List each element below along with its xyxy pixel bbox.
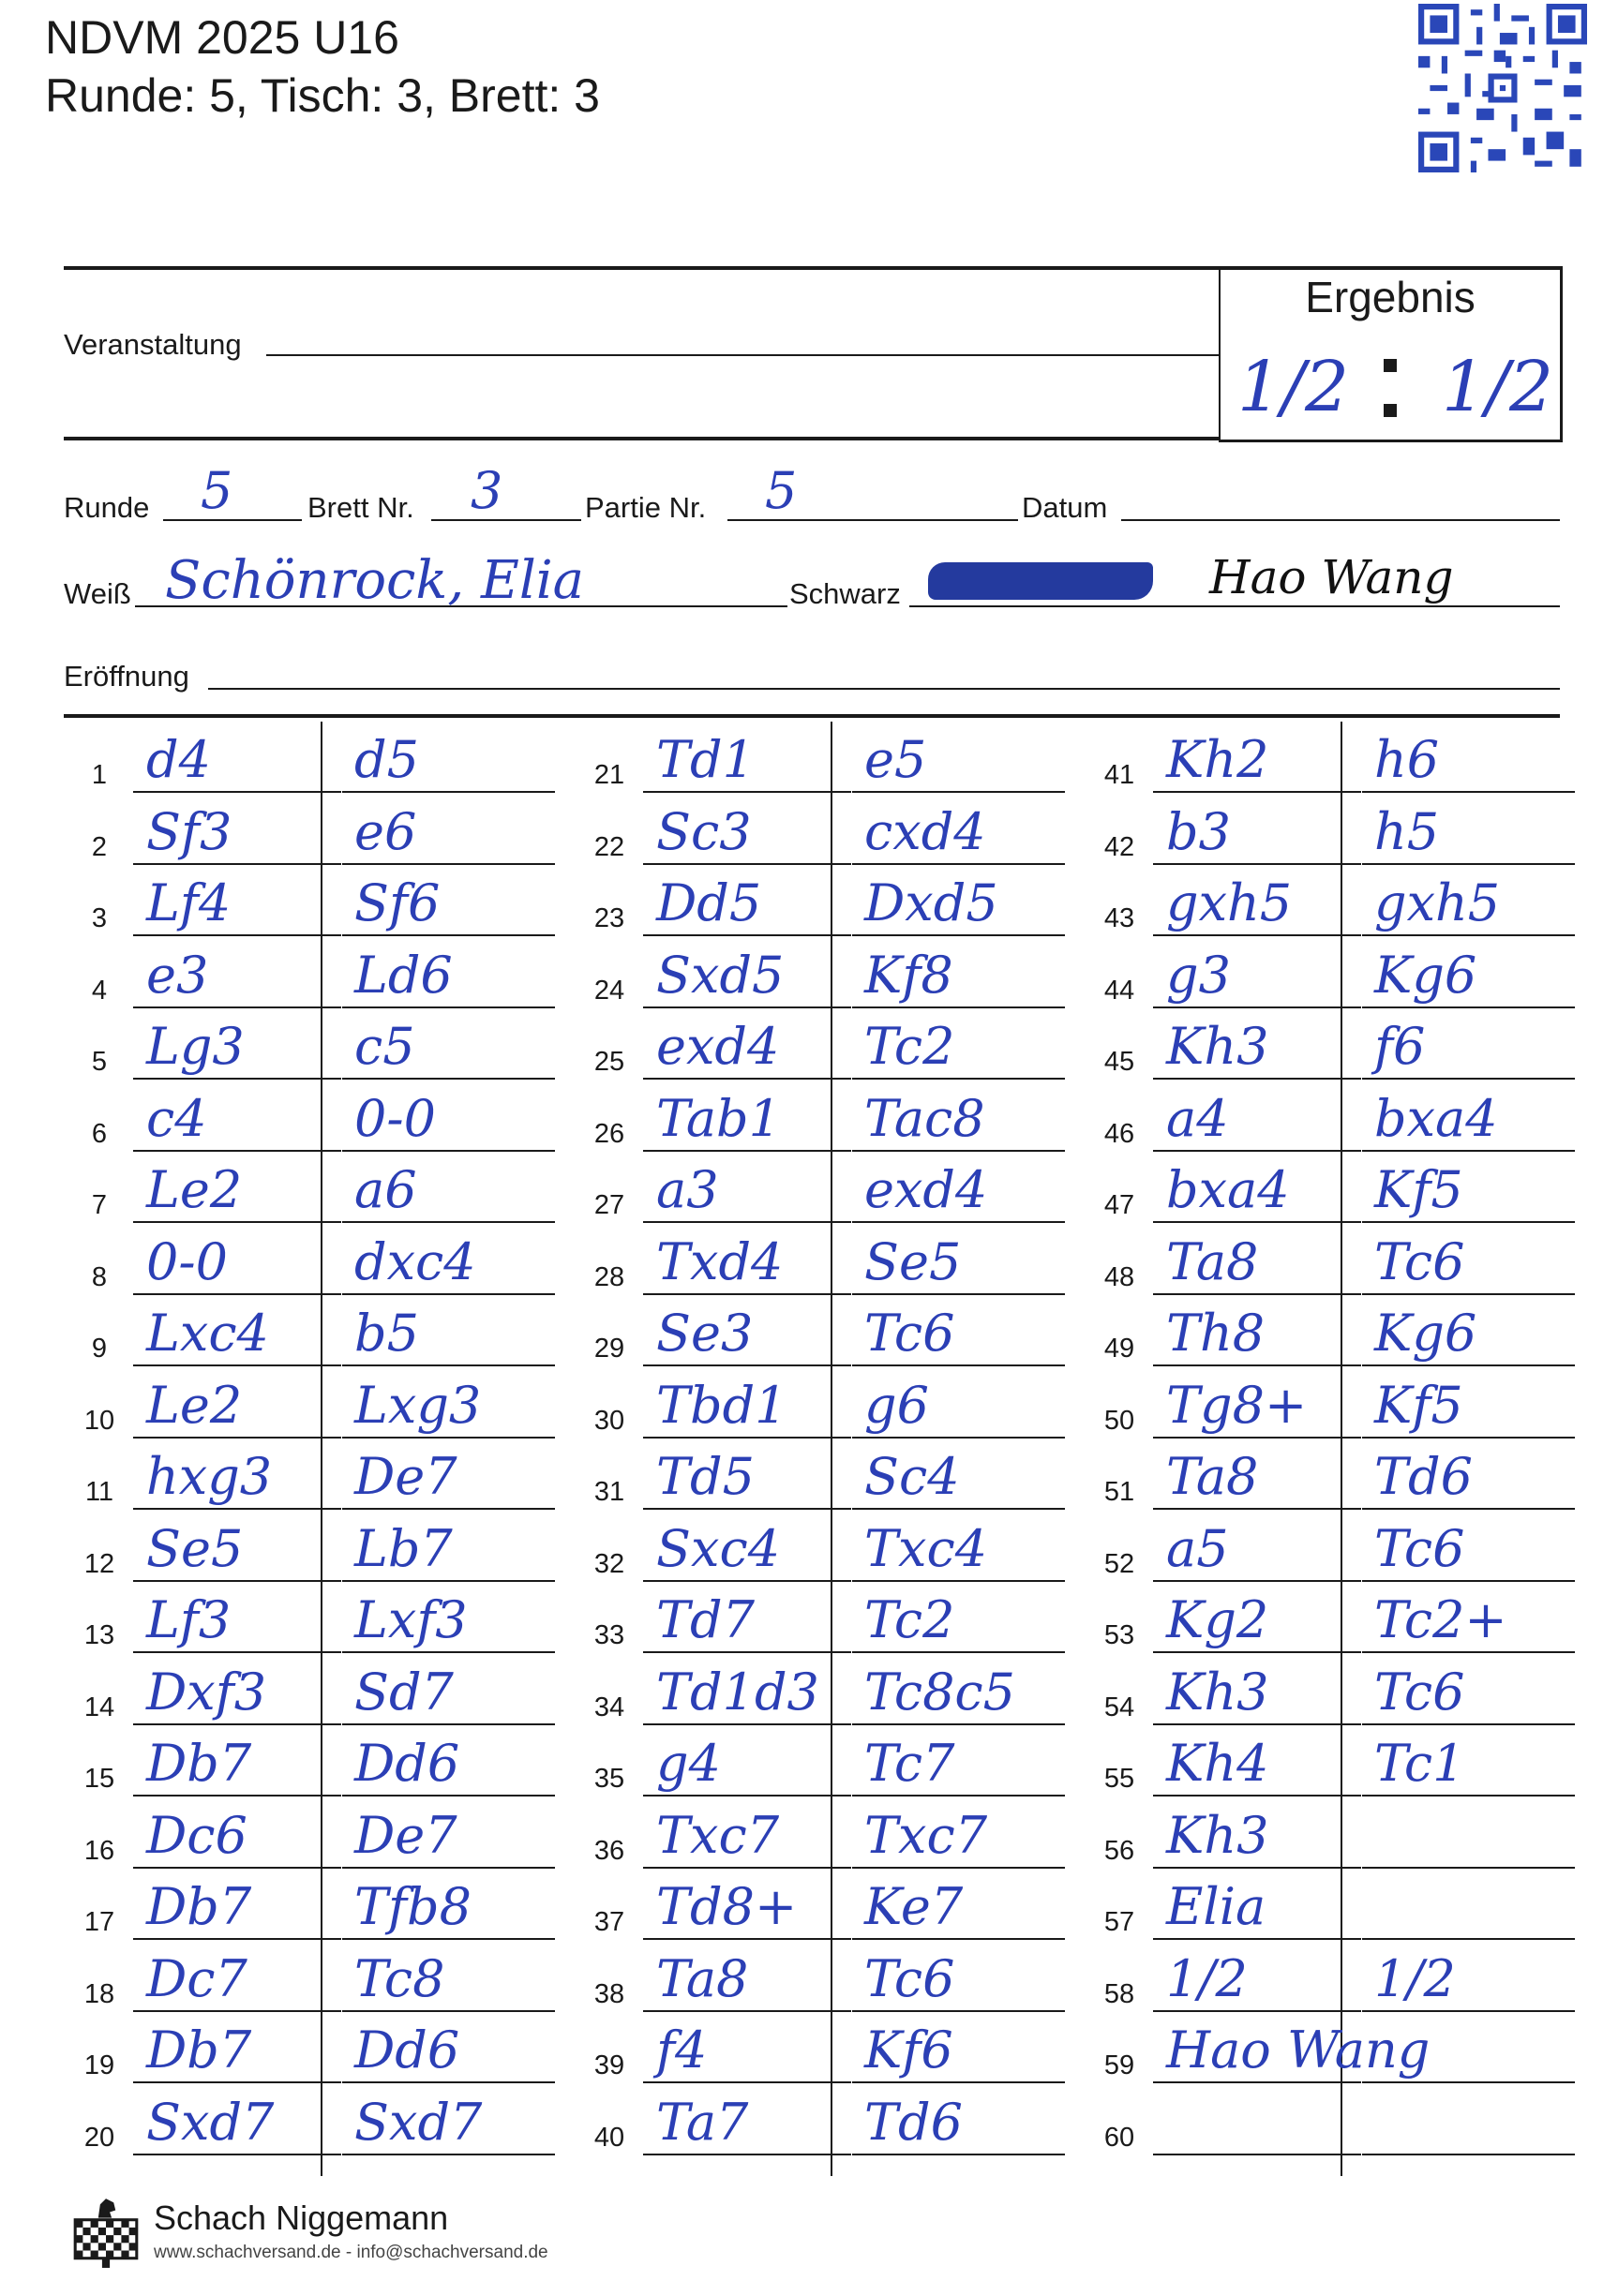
black-move-underline [852,2154,1065,2155]
black-move[interactable]: Td6 [864,2092,963,2152]
move-number: 31 [593,1477,625,1507]
black-move[interactable]: e6 [354,801,417,861]
white-move[interactable]: Sf3 [146,801,232,861]
move-row [1087,1367,1575,1439]
white-move[interactable]: Td7 [656,1590,755,1649]
move-number: 17 [83,1907,115,1937]
move-number: 52 [1103,1548,1135,1579]
white-move[interactable]: Se3 [656,1304,754,1363]
black-label: Schwarz [789,577,901,610]
black-move[interactable]: Tc2 [864,1590,955,1649]
white-move[interactable]: Td1d3 [656,1662,819,1722]
white-move[interactable]: Th8 [1166,1304,1266,1363]
white-move[interactable]: 0-0 [146,1231,228,1291]
black-move[interactable]: Tc1 [1374,1734,1465,1793]
move-row [577,865,1065,936]
move-row [1087,937,1575,1008]
black-move[interactable]: dxc4 [354,1231,476,1291]
white-move[interactable]: Td1 [656,730,755,789]
move-row [1087,1152,1575,1223]
event-underline [266,354,1219,356]
black-move[interactable]: Tc6 [864,1304,955,1363]
move-number: 14 [83,1692,115,1722]
move-row [67,1654,555,1725]
white-move-underline [133,2154,341,2155]
white-move[interactable]: f4 [656,2020,708,2080]
move-number: 37 [593,1907,625,1937]
move-row [577,1081,1065,1152]
white-move[interactable]: Le2 [146,1375,243,1435]
black-move[interactable]: Tc6 [1374,1231,1465,1291]
round-value[interactable]: 5 [201,461,233,520]
black-move[interactable]: Se5 [864,1231,962,1291]
move-number: 19 [83,2050,115,2080]
move-row [67,1725,555,1797]
move-number: 51 [1103,1477,1135,1507]
move-row [577,1941,1065,2012]
move-row [1087,1941,1575,2012]
moves-top-rule [64,714,1560,718]
move-number: 30 [593,1405,625,1436]
move-row [1087,865,1575,936]
move-number: 23 [593,903,625,933]
white-move[interactable]: Lg3 [146,1017,245,1076]
move-number: 5 [91,1047,108,1077]
move-row [1087,1295,1575,1366]
qr-code-icon [1418,4,1587,172]
white-move[interactable]: c4 [146,1088,207,1148]
move-row [577,937,1065,1008]
black-move[interactable]: gxh5 [1374,873,1501,932]
black-move[interactable]: cxd4 [864,801,986,861]
black-move[interactable]: Lxf3 [354,1590,468,1649]
move-row [67,1081,555,1152]
black-move[interactable]: Lxg3 [354,1375,482,1435]
white-move[interactable]: g3 [1166,945,1231,1005]
move-number: 6 [91,1118,108,1149]
move-row [67,1367,555,1439]
move-number: 38 [593,1978,625,2009]
move-number: 13 [83,1620,115,1650]
white-move[interactable]: Sc3 [656,801,752,861]
result-label: Ergebnis [1305,273,1476,321]
white-move[interactable]: Db7 [146,1877,252,1936]
black-move[interactable]: e5 [864,730,927,789]
white-player-name[interactable]: Schönrock, Elia [165,550,585,611]
black-underline [909,605,1560,607]
move-row [67,865,555,936]
move-row [1087,1511,1575,1582]
move-number: 43 [1103,903,1135,933]
board-underline [431,519,581,521]
white-move[interactable]: Tbd1 [656,1375,787,1435]
move-number: 40 [593,2122,625,2153]
move-row [577,1869,1065,1940]
move-number: 47 [1103,1190,1135,1220]
white-move[interactable]: Dd5 [656,873,762,932]
black-move[interactable]: 0-0 [354,1088,436,1148]
white-move[interactable]: Ta8 [1166,1447,1259,1506]
white-move[interactable]: Txd4 [656,1231,784,1291]
game-label: Partie Nr. [585,491,707,524]
white-move[interactable]: Elia [1166,1877,1266,1936]
black-move[interactable]: Tac8 [864,1088,985,1148]
black-move[interactable]: Tc6 [864,1948,955,2008]
result-box [1219,266,1563,442]
move-row [577,1367,1065,1439]
move-row [67,1008,555,1080]
move-row [67,2012,555,2083]
black-player-name[interactable]: Hao Wang [1209,550,1454,604]
move-number: 22 [593,831,625,862]
black-move[interactable]: Sxd7 [354,2092,483,2152]
black-move[interactable]: Kg6 [1374,1304,1477,1363]
move-number: 21 [593,760,625,790]
white-move[interactable]: Hao Wang [1166,2020,1431,2080]
black-move[interactable]: De7 [354,1805,457,1865]
move-number: 34 [593,1692,625,1722]
move-number: 36 [593,1835,625,1866]
white-move[interactable]: Le2 [146,1160,243,1219]
move-number: 3 [91,903,108,933]
form-event-bottom-rule [64,437,1219,440]
move-number: 4 [91,975,108,1006]
move-row [1087,1725,1575,1797]
black-move[interactable]: De7 [354,1447,457,1506]
move-number: 28 [593,1261,625,1292]
board-value[interactable]: 3 [471,461,503,520]
white-move[interactable]: Lf4 [146,873,232,932]
white-move-underline [643,2154,851,2155]
black-move[interactable]: Dd6 [354,2020,460,2080]
move-number: 56 [1103,1835,1135,1866]
event-label: Veranstaltung [64,328,242,361]
move-number: 48 [1103,1261,1135,1292]
crossed-out-name-scribble [928,562,1153,600]
white-move[interactable]: Kh3 [1166,1017,1269,1076]
white-move[interactable]: Ta8 [656,1948,749,2008]
black-move[interactable]: b5 [354,1304,419,1363]
move-number: 35 [593,1764,625,1794]
black-move[interactable]: exd4 [864,1160,988,1219]
opening-underline [208,688,1560,690]
black-move[interactable]: Txc4 [864,1518,988,1578]
white-move[interactable]: Ta8 [1166,1231,1259,1291]
move-row [67,1295,555,1366]
move-row [577,1725,1065,1797]
white-move[interactable]: hxg3 [146,1447,273,1506]
black-move[interactable]: a6 [354,1160,417,1219]
black-move[interactable]: Dd6 [354,1734,460,1793]
black-move-underline [342,2154,555,2155]
move-row [577,1582,1065,1653]
round-table-board-line: Runde: 5, Tisch: 3, Brett: 3 [45,69,600,122]
white-move[interactable]: Kg2 [1166,1590,1269,1649]
move-number: 9 [91,1334,108,1364]
move-row [1087,1224,1575,1295]
move-number: 42 [1103,831,1135,862]
move-number: 11 [84,1477,114,1507]
sheet-title: NDVM 2025 U16 [45,11,399,64]
move-number: 33 [593,1620,625,1650]
result-separator [1380,348,1399,426]
move-number: 32 [593,1548,625,1579]
white-move[interactable]: Kh3 [1166,1662,1269,1722]
move-row [67,2084,555,2155]
move-row [67,1869,555,1940]
move-row [1087,1582,1575,1653]
move-number: 59 [1103,2050,1135,2080]
white-move[interactable]: exd4 [656,1017,780,1076]
black-move[interactable]: Kf5 [1374,1160,1463,1219]
white-move[interactable]: Lf3 [146,1590,232,1649]
black-move[interactable]: Kf5 [1374,1375,1463,1435]
white-move-underline [1153,2154,1361,2155]
white-move[interactable]: Se5 [146,1518,244,1578]
brand-name: Schach Niggemann [154,2199,449,2237]
move-number: 2 [91,831,108,862]
move-number: 60 [1103,2122,1135,2153]
black-move[interactable]: c5 [354,1017,415,1076]
move-number: 54 [1103,1692,1135,1722]
move-row [577,2012,1065,2083]
white-label: Weiß [64,577,131,610]
black-move[interactable]: Ld6 [354,945,453,1005]
move-row [1087,1081,1575,1152]
white-move[interactable]: Dc7 [146,1948,247,2008]
move-row [67,1224,555,1295]
move-row [1087,1008,1575,1080]
move-row [577,1295,1065,1366]
move-number: 24 [593,975,625,1006]
black-move[interactable]: Tc6 [1374,1662,1465,1722]
move-number: 7 [91,1190,108,1220]
move-row [1087,1654,1575,1725]
move-row [67,1511,555,1582]
white-move[interactable]: Tab1 [656,1088,781,1148]
move-number: 15 [83,1764,115,1794]
game-value[interactable]: 5 [765,461,798,520]
black-move[interactable]: f6 [1374,1017,1426,1076]
white-move[interactable]: 1/2 [1166,1948,1248,2008]
white-move[interactable]: Tg8+ [1166,1375,1308,1435]
move-row [67,937,555,1008]
black-move[interactable]: Dxd5 [864,873,998,932]
black-move[interactable]: Tc8c5 [864,1662,1016,1722]
move-row [577,794,1065,865]
black-move[interactable]: Kg6 [1374,945,1477,1005]
move-row [67,1152,555,1223]
move-row [67,1439,555,1510]
black-move[interactable]: Tc2+ [1374,1590,1507,1649]
move-number: 53 [1103,1620,1135,1650]
white-move[interactable]: a4 [1166,1088,1229,1148]
move-number: 39 [593,2050,625,2080]
date-label: Datum [1022,491,1108,524]
white-move[interactable]: Dc6 [146,1805,247,1865]
black-move[interactable]: bxa4 [1374,1088,1498,1148]
move-row [577,1797,1065,1869]
black-move[interactable]: Td6 [1374,1447,1473,1506]
date-underline [1121,519,1560,521]
move-number: 41 [1103,760,1135,790]
black-move[interactable]: Tc6 [1374,1518,1465,1578]
black-move[interactable]: Tc8 [354,1948,445,2008]
white-move[interactable]: d4 [146,730,211,789]
black-move[interactable]: g6 [864,1375,929,1435]
white-move[interactable]: Sxc4 [656,1518,781,1578]
move-number: 18 [83,1978,115,2009]
black-move[interactable]: Tfb8 [354,1877,472,1936]
move-row [577,1654,1065,1725]
move-number: 20 [83,2122,115,2153]
move-number: 8 [91,1261,108,1292]
move-number: 10 [83,1405,115,1436]
move-row [1087,1797,1575,1869]
move-row [1087,794,1575,865]
black-move[interactable]: Txc7 [864,1805,988,1865]
white-move[interactable]: Txc7 [656,1805,780,1865]
move-row [577,1511,1065,1582]
black-move[interactable]: Kf8 [864,945,953,1005]
white-move[interactable]: e3 [146,945,209,1005]
move-number: 16 [83,1835,115,1866]
round-label: Runde [64,491,150,524]
opening-label: Eröffnung [64,660,189,693]
black-move[interactable]: h6 [1374,730,1440,789]
white-move[interactable]: Db7 [146,1734,252,1793]
white-move[interactable]: Lxc4 [146,1304,269,1363]
move-number: 45 [1103,1047,1135,1077]
move-row [1087,2012,1575,2083]
white-move[interactable]: a5 [1166,1518,1229,1578]
white-move[interactable]: Td5 [656,1447,755,1506]
move-row [67,794,555,865]
white-move[interactable]: Td8+ [656,1877,798,1936]
chess-knight-logo-icon [67,2193,144,2270]
black-move[interactable]: Tc2 [864,1017,955,1076]
move-row [577,722,1065,793]
white-move[interactable]: Kh3 [1166,1805,1269,1865]
black-move[interactable]: Ke7 [864,1877,964,1936]
move-row [577,1224,1065,1295]
black-move[interactable]: Lb7 [354,1518,453,1578]
move-number: 27 [593,1190,625,1220]
black-move[interactable]: Kf6 [864,2020,953,2080]
move-number: 1 [91,760,108,790]
move-row [1087,722,1575,793]
white-move[interactable]: bxa4 [1166,1160,1290,1219]
white-move[interactable]: Dxf3 [146,1662,267,1722]
result-white-value[interactable]: 1/2 [1237,347,1350,427]
black-move-underline [1362,2154,1575,2155]
move-number: 44 [1103,975,1135,1006]
white-move[interactable]: Ta7 [656,2092,749,2152]
white-move[interactable]: Kh4 [1166,1734,1269,1793]
move-row [67,722,555,793]
white-move[interactable]: gxh5 [1166,873,1293,932]
black-move[interactable]: Sc4 [864,1447,960,1506]
move-row [67,1941,555,2012]
move-row [577,1008,1065,1080]
move-row [67,1582,555,1653]
white-move[interactable]: Sxd5 [656,945,785,1005]
move-row [577,1152,1065,1223]
move-number: 25 [593,1047,625,1077]
move-number: 55 [1103,1764,1135,1794]
black-move[interactable]: Tc7 [864,1734,955,1793]
move-number: 58 [1103,1978,1135,2009]
board-label: Brett Nr. [307,491,414,524]
white-move[interactable]: a3 [656,1160,719,1219]
move-number: 57 [1103,1907,1135,1937]
white-move[interactable]: b3 [1166,801,1231,861]
move-row [577,2084,1065,2155]
move-row [1087,1439,1575,1510]
black-move[interactable]: h5 [1374,801,1440,861]
move-number: 49 [1103,1334,1135,1364]
move-number: 46 [1103,1118,1135,1149]
brand-contact: www.schachversand.de - info@schachversand.de [154,2243,548,2262]
white-move[interactable]: Kh2 [1166,730,1269,789]
black-move[interactable]: 1/2 [1374,1948,1456,2008]
white-move[interactable]: g4 [656,1734,721,1793]
white-move[interactable]: Db7 [146,2020,252,2080]
black-move[interactable]: Sf6 [354,873,441,932]
move-number: 29 [593,1334,625,1364]
move-row [1087,2084,1575,2155]
move-row [1087,1869,1575,1940]
move-number: 50 [1103,1405,1135,1436]
white-move[interactable]: Sxd7 [146,2092,275,2152]
move-number: 12 [83,1548,115,1579]
move-number: 26 [593,1118,625,1149]
move-row [67,1797,555,1869]
black-move[interactable]: Sd7 [354,1662,454,1722]
result-black-value[interactable]: 1/2 [1442,347,1554,427]
move-row [577,1439,1065,1510]
black-move[interactable]: d5 [354,730,419,789]
round-underline [163,519,302,521]
